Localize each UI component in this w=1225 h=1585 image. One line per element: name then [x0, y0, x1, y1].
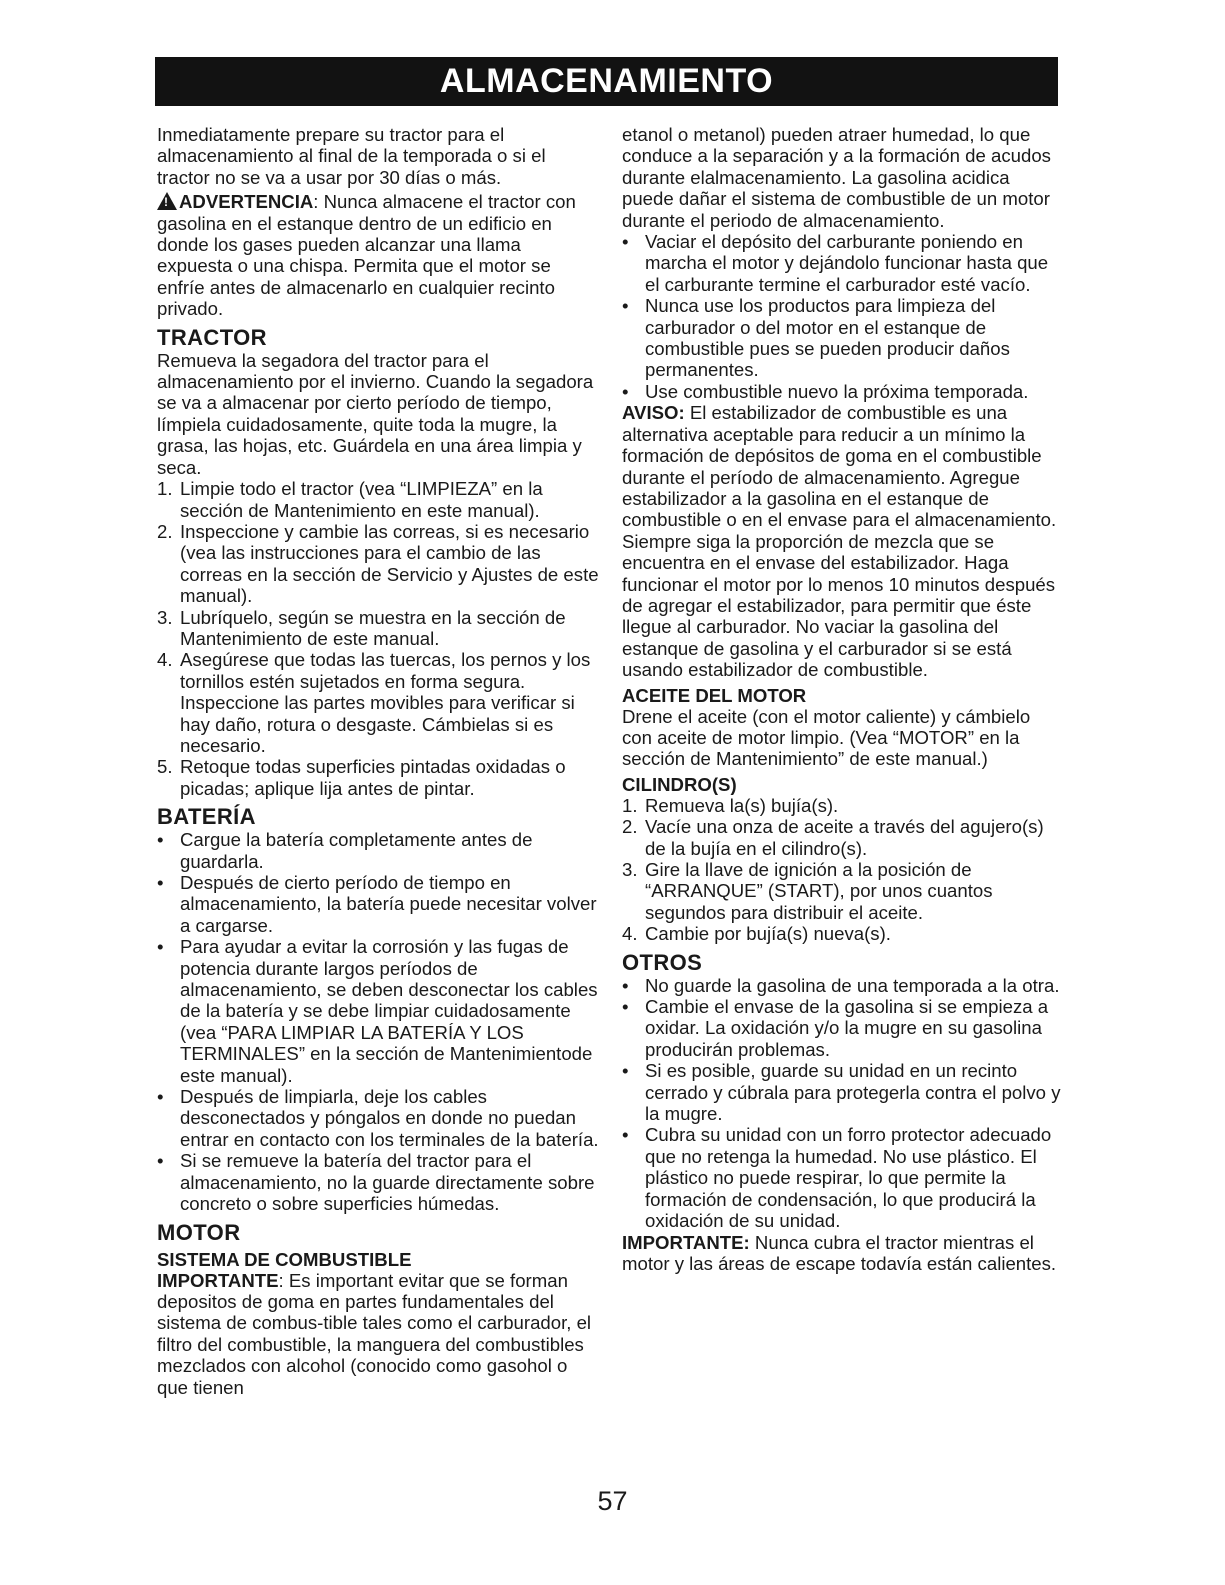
intro-paragraph: Inmediatamente prepare su tractor para el almacenamiento al final de la temporada o si el tractor no se va a usar por 30 días o más. [157, 124, 546, 188]
page-title: ALMACENAMIENTO [155, 57, 1058, 106]
list-item: • Cambie el envase de la gasolina si se empieza a oxidar. La oxidación y/o la mugre en su gasolina producirán problemas. [622, 996, 1049, 1060]
bullet-icon: • [157, 1150, 164, 1172]
cilindros-steps [622, 795, 1062, 945]
list-item: • Después de limpiarla, deje los cables desconectados y póngalos en donde no puedan entrar en contacto con los terminales de la batería. [157, 1086, 599, 1150]
list-item: 1. Limpie todo el tractor (vea “LIMPIEZA” en la sección de Mantenimiento en este manual). [157, 478, 543, 521]
bullet-icon: • [157, 872, 164, 893]
bateria-bullets [157, 829, 600, 1214]
list-item: • Cargue la batería completamente antes de guardarla. [157, 829, 533, 872]
list-item: • Después de cierto período de tiempo en almacenamiento, la batería puede necesitar volver a cargarse. [157, 872, 597, 936]
list-item: • Si se remueve la batería del tractor para el almacenamiento, no la guarde directamente sobre concreto o sobre superficies húmedas. [157, 1150, 595, 1215]
list-item: 3. Lubríquelo, según se muestra en la sección de Mantenimiento de este manual. [157, 606, 566, 649]
heading-motor: MOTOR [157, 1219, 241, 1245]
continued-paragraph: etanol o metanol) pueden atraer humedad, lo que conduce a la separación y a la formación de acudos durante elalmacenamiento. La gasolina acidica puede dañar el sistema de combustible de un motor durante el periodo de almacenamiento. [622, 124, 1051, 231]
aviso-paragraph: AVISO: El estabilizador de combustible es una alternativa aceptable para reducir a un mínimo la formación de depósitos de goma en el combustible durante el período de almacenamiento. Agregue estabilizador a la gasolina en el estanque de combustible o en el envase para el almacenamiento. Siempre siga la proporción de mezcla que se encuentra en el envase del estabilizador. Haga funcionar el motor por lo menos 10 minutos después de agregar el estabilizador, para permitir que éste llegue al carburador. No vaciar la gasolina del estanque de gasolina y el carburador si se está usando estabilizador de combustible. [622, 402, 1057, 681]
tractor-paragraph: Remueva la segadora del tractor para el almacenamiento por el invierno. Cuando la segadora se va a almacenar por cierto período de tiempo, límpiela cuidadosamente, quite toda la mugre, la grasa, las hojas, etc. Guárdela en una área limpia y seca. [157, 349, 594, 478]
list-item: 4. Asegúrese que todas las tuercas, los pernos y los tornillos estén sujetados en forma segura. Inspeccione las partes movibles para verificar si hay daño, rotura o desgaste. Cámbielas si es necesario. [157, 649, 591, 756]
warning-paragraph [157, 191, 600, 319]
list-item: 2. Inspeccione y cambie las correas, si es necesario (vea las instrucciones para el cambio de las correas en la sección de Servicio y Ajustes de este manual). [157, 520, 599, 607]
bullet-icon: • [622, 1124, 629, 1146]
bullet-icon: • [622, 996, 629, 1018]
list-item: • Para ayudar a evitar la corrosión y las fugas de potencia durante largos períodos de almacenamiento, se deben desconectar los cables de la batería y se debe limpiar cuidadosamente (vea “PARA LIMPIAR LA BATERÍA Y LOS TERMINALES” en la sección de Mantenimientode este manual). [157, 936, 598, 1086]
bullet-icon: • [622, 295, 629, 317]
heading-tractor: TRACTOR [157, 324, 267, 350]
list-item: 2. Vacíe una onza de aceite a través del agujero(s) de la bujía en el cilindro(s). [622, 816, 1044, 859]
otros-bullets [622, 975, 1062, 1232]
bullet-icon: • [157, 829, 164, 851]
left-column [157, 124, 600, 1398]
warning-label: ADVERTENCIA [179, 191, 314, 213]
list-item: 5. Retoque todas superficies pintadas oxidadas o picadas; aplique lija antes de pintar. [157, 756, 566, 799]
bullet-icon: • [622, 231, 629, 253]
heading-bateria: BATERÍA [157, 804, 256, 830]
heading-cilindros: CILINDRO(S) [622, 773, 737, 795]
warning-triangle-icon [157, 192, 177, 210]
tractor-steps [157, 478, 600, 799]
right-column [622, 124, 1062, 1274]
list-item: • No guarde la gasolina de una temporada a la otra. [622, 974, 1060, 996]
bullet-icon: • [622, 974, 629, 996]
aceite-paragraph: Drene el aceite (con el motor caliente) y cámbielo con aceite de motor limpio. (Vea “MOTOR” en la sección de Mantenimiento” de este manual.) [622, 705, 1031, 770]
bullet-icon: • [157, 1086, 164, 1108]
combustible-bullets [622, 231, 1062, 402]
list-item: 4. Cambie por bujía(s) nueva(s). [622, 923, 891, 945]
bullet-icon: • [157, 936, 164, 958]
heading-otros: OTROS [622, 949, 703, 975]
bullet-icon: • [622, 1060, 629, 1082]
list-item: • Vaciar el depósito del carburante poniendo en marcha el motor y dejándolo funcionar hasta que el carburante termine el carburador esté vacío. [622, 231, 1049, 295]
heading-aceite-motor: ACEITE DEL MOTOR [622, 684, 807, 706]
bullet-icon: • [622, 380, 629, 402]
important-paragraph: IMPORTANTE: Es important evitar que se forman depositos de goma en partes fundamentales del sistema de combus-tible tales como el carburador, el filtro del combustible, la manguera del combustibles mezclados con alcohol (conocido como gasohol o que tienen [157, 1269, 592, 1398]
list-item: • Si es posible, guarde su unidad en un recinto cerrado y cúbrala para protegerla contra el polvo y la mugre. [622, 1060, 1061, 1125]
otros-important-paragraph: IMPORTANTE: Nunca cubra el tractor mientras el motor y las áreas de escape todavía están calientes. [622, 1231, 1057, 1274]
list-item: • Cubra su unidad con un forro protector adecuado que no retenga la humedad. No use plástico. El plástico no puede respirar, lo que permite la formación de condensación, lo que producirá la oxidación de su unidad. [622, 1124, 1052, 1232]
page-number: 57 [597, 1486, 628, 1516]
list-item: 3. Gire la llave de ignición a la posición de “ARRANQUE” (START), por unos cuantos segundos para distribuir el aceite. [622, 859, 993, 923]
list-item: 1. Remueva la(s) bujía(s). [622, 794, 839, 816]
warning-text: : Nunca almacene el tractor con gasolina en el estanque dentro de un edificio en donde los gases pueden alcanzar una llama expuesta o una chispa. Permita que el motor se enfríe antes de almacenarlo en cualquier recinto privado. [157, 191, 576, 320]
subheading-sistema-combustible: SISTEMA DE COMBUSTIBLE [157, 1248, 412, 1270]
list-item: • Nunca use los productos para limpieza del carburador o del motor en el estanque de combustible pues se pueden producir daños permanentes. [622, 295, 1010, 381]
list-item: • Use combustible nuevo la próxima temporada. [622, 380, 1029, 402]
